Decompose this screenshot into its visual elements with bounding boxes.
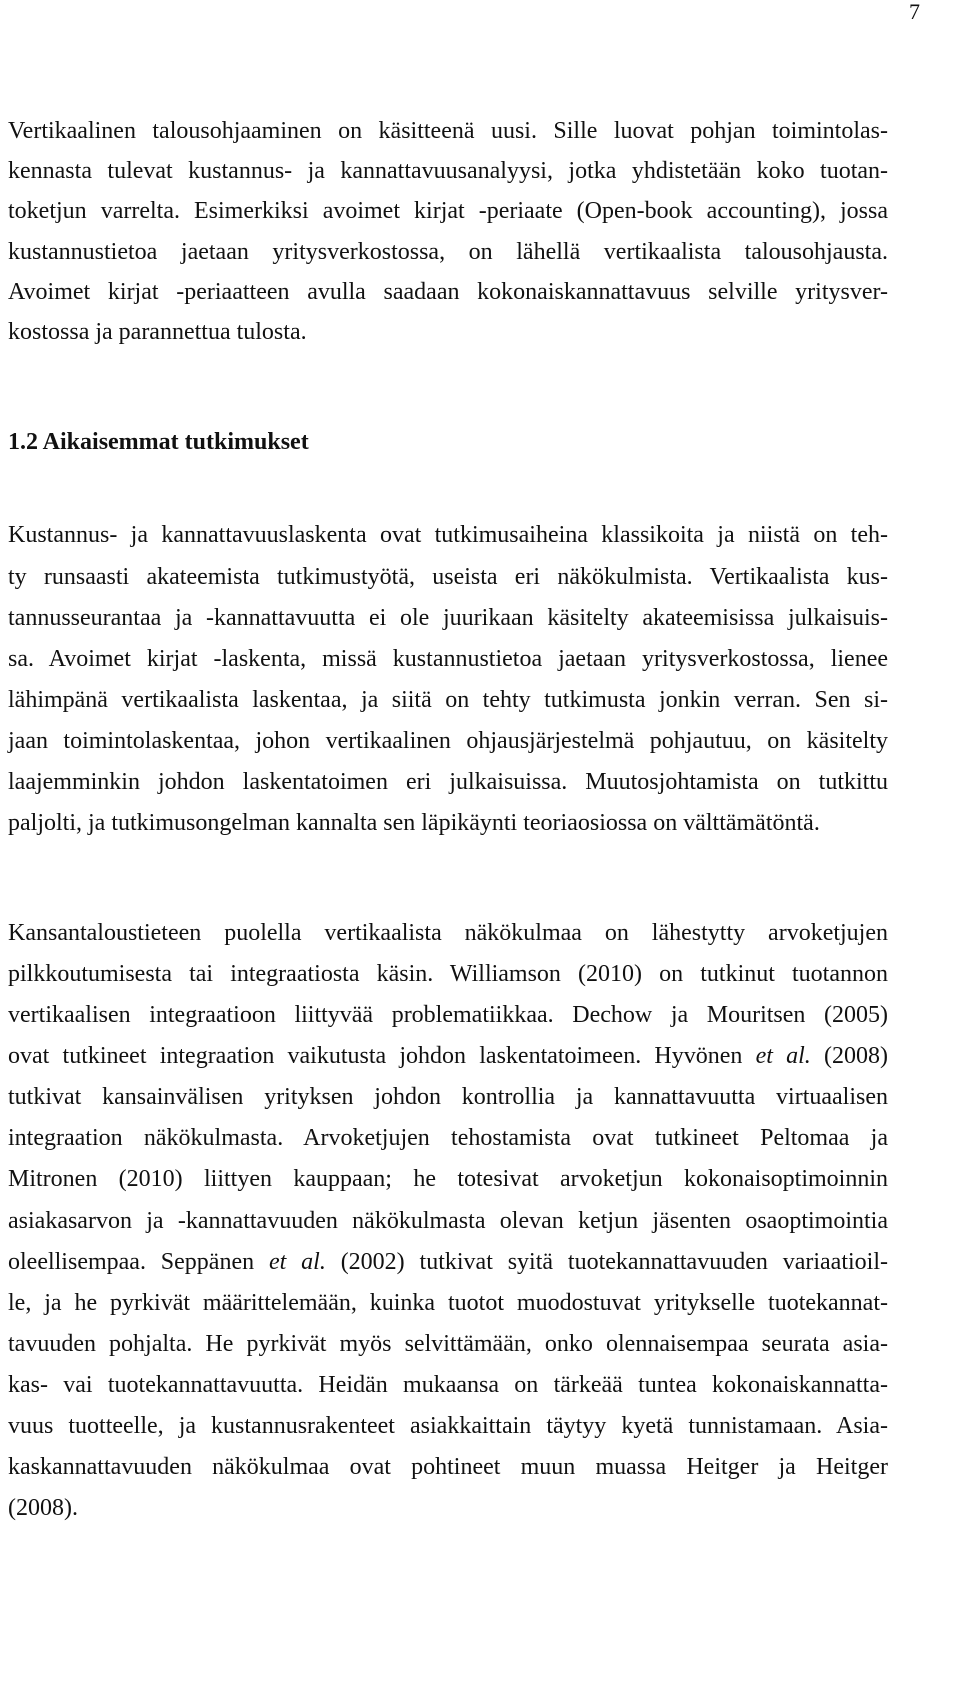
section-heading: 1.2 Aikaisemmat tutkimukset xyxy=(8,429,309,455)
text-line: Kansantaloustieteen puolella vertikaalista näkökulmaa on lähestytty arvoketjujen xyxy=(8,920,888,946)
text-line: paljolti, ja tutkimusongelman kannalta sen läpikäynti teoriaosiossa on välttämätöntä. xyxy=(8,810,820,836)
text-line: jaan toimintolaskentaa, johon vertikaalinen ohjausjärjestelmä pohjautuu, on käsitelty xyxy=(8,728,888,754)
text-line: laajemminkin johdon laskentatoimen eri julkaisuissa. Muutosjohtamista on tutkittu xyxy=(8,769,888,795)
text-line xyxy=(8,1042,888,1070)
text-line: asiakasarvon ja -kannattavuuden näkökulmasta olevan ketjun jäsenten osaoptimointia xyxy=(8,1208,888,1234)
text-line: Mitronen (2010) liittyen kauppaan; he totesivat arvoketjun kokonaisoptimoinnin xyxy=(8,1166,888,1192)
text-line: Kustannus- ja kannattavuuslaskenta ovat tutkimusaiheina klassikoita ja niistä on teh- xyxy=(8,522,888,548)
text-line: kas- vai tuotekannattavuutta. Heidän mukaansa on tärkeää tuntea kokonaiskannatta- xyxy=(8,1372,888,1398)
text-line: lähimpänä vertikaalista laskentaa, ja siitä on tehty tutkimusta jonkin verran. Sen si- xyxy=(8,687,888,713)
text-line xyxy=(8,1248,888,1276)
text-line: tutkivat kansainvälisen yrityksen johdon kontrollia ja kannattavuutta virtuaalisen xyxy=(8,1084,888,1110)
text-run: ovat tutkineet integraation vaikutusta johdon laskentatoimeen. Hyvönen xyxy=(8,1043,756,1069)
text-line: Vertikaalinen talousohjaaminen on käsitteenä uusi. Sille luovat pohjan toimintolas- xyxy=(8,118,888,144)
text-line: sa. Avoimet kirjat -laskenta, missä kustannustietoa jaetaan yritysverkostossa, lienee xyxy=(8,646,888,672)
citation-et-al: et al. xyxy=(268,1249,326,1275)
text-line: kostossa ja parannettua tulosta. xyxy=(8,319,307,345)
page-number: 7 xyxy=(909,0,920,24)
text-run: (2002) tutkivat syitä tuotekannattavuuden variaatioil- xyxy=(325,1249,888,1275)
text-run: oleellisempaa. Seppänen xyxy=(8,1249,269,1275)
citation-et-al: et al. xyxy=(755,1043,811,1069)
text-line: kennasta tulevat kustannus- ja kannattavuusanalyysi, jotka yhdistetään koko tuotan- xyxy=(8,158,888,184)
text-line: toketjun varrelta. Esimerkiksi avoimet kirjat -periaate (Open-book accounting), jossa xyxy=(8,198,888,224)
text-line: vertikaalisen integraatioon liittyvää problematiikkaa. Dechow ja Mouritsen (2005) xyxy=(8,1002,888,1028)
text-line: (2008). xyxy=(8,1495,78,1521)
text-line: kustannustietoa jaetaan yritysverkostossa, on lähellä vertikaalista talousohjausta. xyxy=(8,239,888,265)
text-line: le, ja he pyrkivät määrittelemään, kuinka tuotot muodostuvat yritykselle tuotekannat- xyxy=(8,1290,888,1316)
text-run: (2008) xyxy=(810,1043,889,1069)
text-line: kaskannattavuuden näkökulmaa ovat pohtineet muun muassa Heitger ja Heitger xyxy=(8,1454,888,1480)
text-line: vuus tuotteelle, ja kustannusrakenteet asiakkaittain täytyy kyetä tunnistamaan. Asia- xyxy=(8,1413,888,1439)
text-line: Avoimet kirjat -periaatteen avulla saadaan kokonaiskannattavuus selville yritysver- xyxy=(8,279,888,305)
text-line: ty runsaasti akateemista tutkimustyötä, useista eri näkökulmista. Vertikaalista kus- xyxy=(8,564,888,590)
text-line: tavuuden pohjalta. He pyrkivät myös selvittämään, onko olennaisempaa seurata asia- xyxy=(8,1331,888,1357)
text-line: integraation näkökulmasta. Arvoketjujen tehostamista ovat tutkineet Peltomaa ja xyxy=(8,1125,888,1151)
text-line: pilkkoutumisesta tai integraatiosta käsin. Williamson (2010) on tutkinut tuotannon xyxy=(8,961,888,987)
text-line: tannusseurantaa ja -kannattavuutta ei ole juurikaan käsitelty akateemisissa julkaisuis- xyxy=(8,605,888,631)
